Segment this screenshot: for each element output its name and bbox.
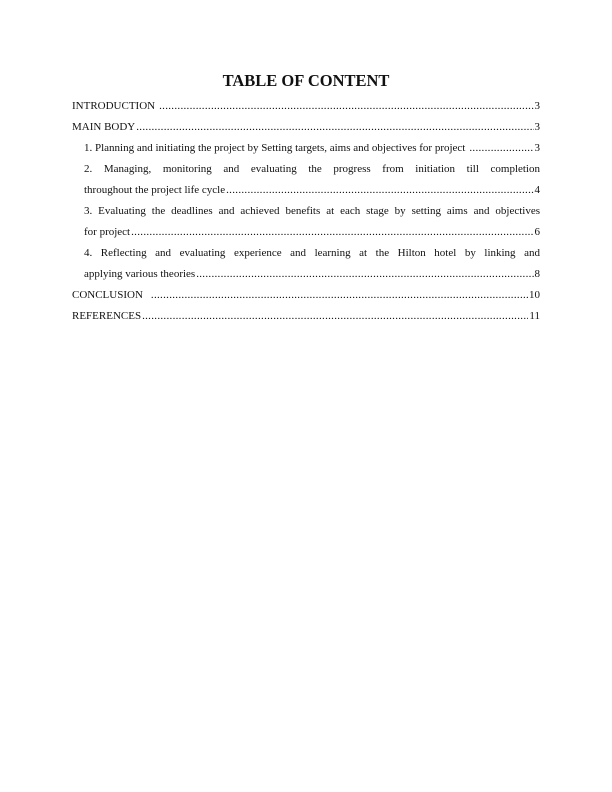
toc-entry-label: REFERENCES — [72, 310, 142, 322]
toc-page-number: 10 — [529, 289, 540, 301]
dot-leader — [142, 308, 528, 324]
toc-entry-label-line2: throughout the project life cycle — [84, 184, 226, 196]
toc-entry-references[interactable] — [72, 308, 540, 329]
toc-page-number: 8 — [534, 268, 540, 280]
dot-leader — [151, 287, 528, 303]
toc-entry-main-body[interactable] — [72, 119, 540, 140]
toc-entry-label: CONCLUSION — [72, 289, 143, 301]
toc-page-number: 3 — [534, 100, 540, 112]
toc-entry-label-line2: applying various theories — [84, 268, 196, 280]
toc-entry-item-2[interactable] — [72, 161, 540, 203]
toc-entry-item-3[interactable] — [72, 203, 540, 245]
toc-page-number: 3 — [534, 142, 540, 154]
toc-entry-item-4[interactable] — [72, 245, 540, 287]
toc-entry-label-line1: 2. Managing, monitoring and evaluating the progress from initiation till completion — [84, 163, 540, 175]
dot-leader — [136, 119, 533, 135]
dot-leader — [226, 182, 533, 198]
toc-page-number: 6 — [534, 226, 540, 238]
toc-entry-label-line2: for project — [84, 226, 131, 238]
toc-entry-label: INTRODUCTION — [72, 100, 156, 112]
page-title: TABLE OF CONTENT — [222, 71, 390, 90]
toc-entry-item-1[interactable] — [72, 140, 540, 161]
toc-entry-conclusion[interactable] — [72, 287, 540, 308]
toc-entry-label-line1: 3. Evaluating the deadlines and achieved benefits at each stage by setting aims and objectives — [84, 205, 540, 217]
toc-entry-label: MAIN BODY — [72, 121, 136, 133]
dot-leader — [159, 98, 533, 114]
toc-page-number: 11 — [529, 310, 540, 322]
toc-entry-label-line1: 4. Reflecting and evaluating experience and learning at the Hilton hotel by linking and — [84, 247, 540, 259]
dot-leader — [469, 140, 533, 156]
toc-entry-label: 1. Planning and initiating the project by Setting targets, aims and objectives for project — [84, 142, 466, 154]
toc-entry-introduction[interactable] — [72, 98, 540, 119]
toc-page-number: 4 — [534, 184, 540, 196]
toc-page-number: 3 — [534, 121, 540, 133]
table-of-contents — [72, 98, 540, 329]
dot-leader — [131, 224, 533, 240]
dot-leader — [196, 266, 533, 282]
